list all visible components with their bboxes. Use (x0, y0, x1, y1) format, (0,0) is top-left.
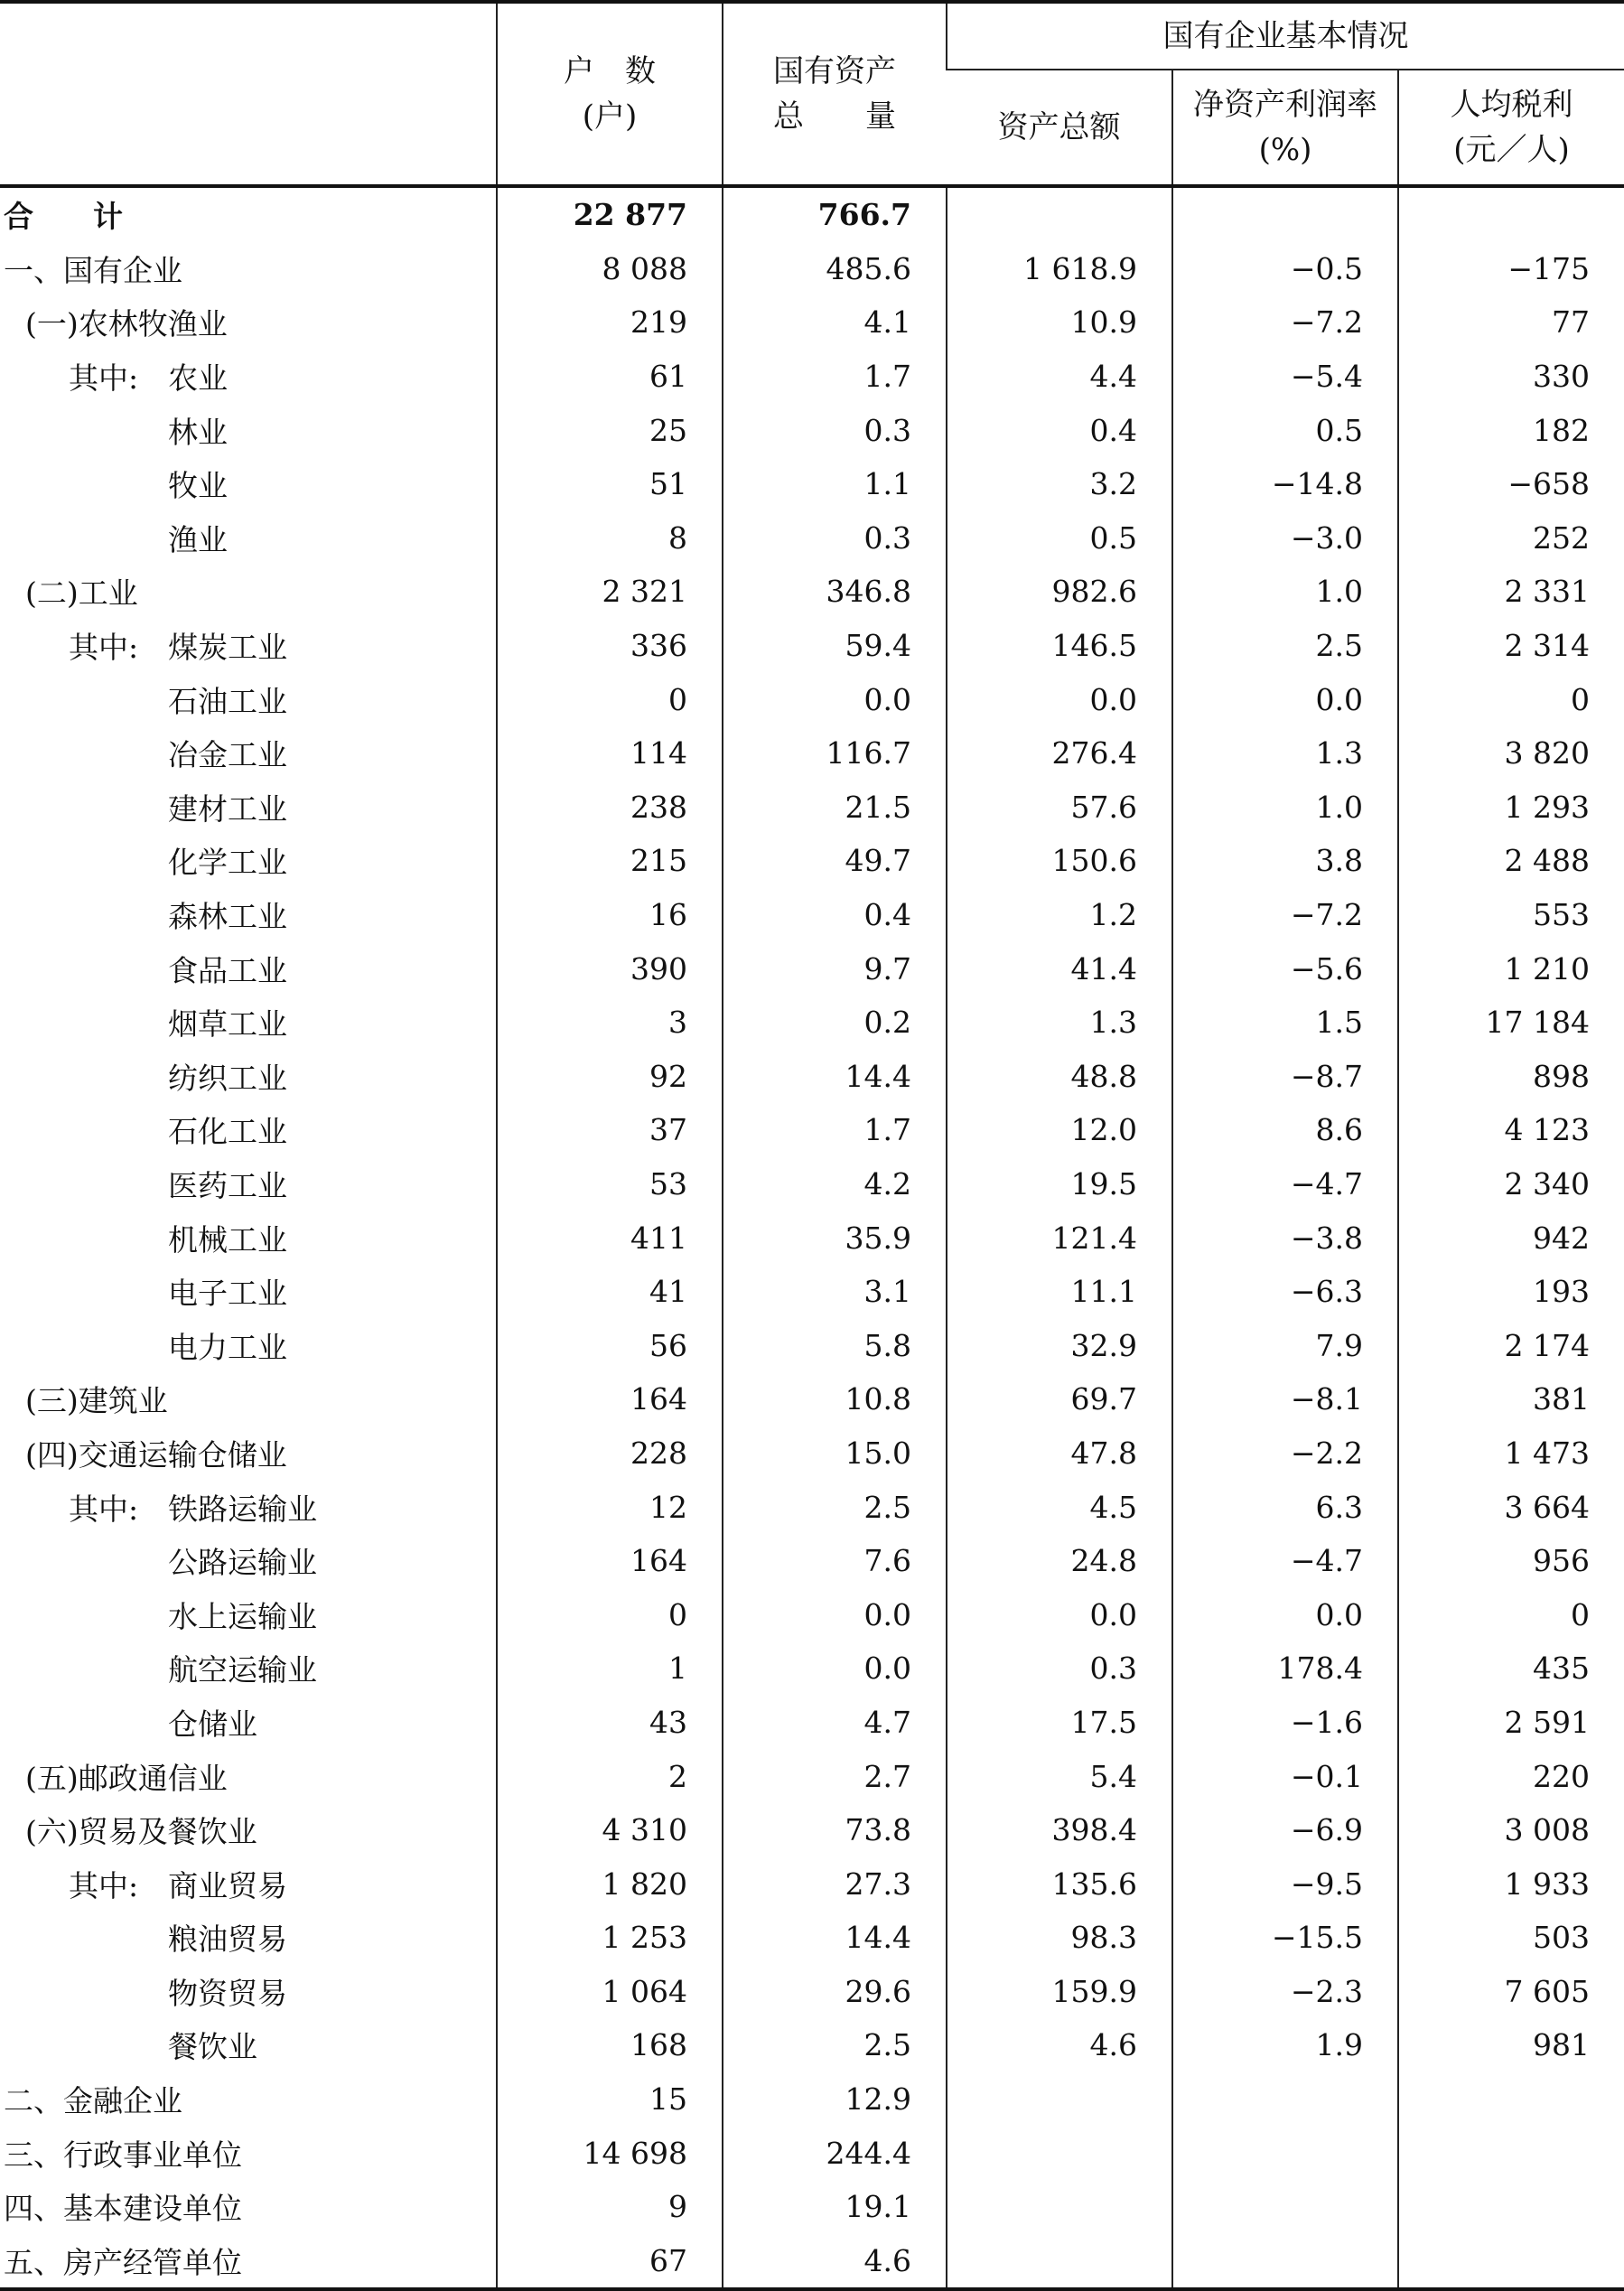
row-label: (四)交通运输仓储业 (25, 1436, 287, 1473)
total-assets-cell (947, 2234, 1172, 2290)
tax-cell: −175 (1398, 242, 1624, 296)
table-row (0, 1157, 1624, 1211)
total-assets-cell: 11.1 (947, 1265, 1172, 1319)
assets-cell: 14.4 (723, 1050, 947, 1104)
table-header (0, 2, 1624, 186)
total-assets-cell: 0.0 (947, 1587, 1172, 1641)
row-label: 化学工业 (168, 845, 287, 881)
households-cell: 15 (497, 2072, 723, 2127)
total-assets-cell: 24.8 (947, 1534, 1172, 1588)
tax-cell: 2 488 (1398, 834, 1624, 888)
tax-cell: 2 591 (1398, 1696, 1624, 1750)
assets-cell: 7.6 (723, 1534, 947, 1588)
header-total-assets: 资产总额 (947, 70, 1172, 186)
total-assets-cell: 4.6 (947, 2018, 1172, 2072)
households-cell: 67 (497, 2234, 723, 2290)
total-assets-cell: 5.4 (947, 1749, 1172, 1803)
households-cell: 1 (497, 1641, 723, 1696)
assets-cell: 15.0 (723, 1426, 947, 1481)
table-row (0, 1480, 1624, 1534)
households-cell: 4 310 (497, 1803, 723, 1857)
tax-cell: 1 210 (1398, 941, 1624, 996)
tax-cell: 0 (1398, 672, 1624, 726)
assets-cell: 0.0 (723, 672, 947, 726)
assets-cell: 1.7 (723, 350, 947, 404)
assets-cell: 14.4 (723, 1911, 947, 1965)
total-assets-cell (947, 2072, 1172, 2127)
tax-cell: 3 008 (1398, 1803, 1624, 1857)
assets-cell: 1.1 (723, 457, 947, 511)
roe-cell: −9.5 (1172, 1856, 1398, 1911)
roe-cell: 1.5 (1172, 996, 1398, 1050)
roe-cell: 0.0 (1172, 672, 1398, 726)
households-cell: 336 (497, 619, 723, 673)
assets-cell: 73.8 (723, 1803, 947, 1857)
row-label: 二、金融企业 (4, 2083, 182, 2119)
table-row (0, 242, 1624, 296)
tax-cell (1398, 2126, 1624, 2180)
households-cell: 43 (497, 1696, 723, 1750)
roe-cell: −3.8 (1172, 1211, 1398, 1265)
roe-cell: −5.4 (1172, 350, 1398, 404)
tax-cell: 381 (1398, 1372, 1624, 1426)
tax-cell: 330 (1398, 350, 1624, 404)
tax-cell (1398, 186, 1624, 242)
assets-cell: 766.7 (723, 186, 947, 242)
total-assets-cell: 57.6 (947, 781, 1172, 835)
row-label: 石化工业 (168, 1114, 287, 1150)
households-cell: 1 253 (497, 1911, 723, 1965)
households-cell: 2 (497, 1749, 723, 1803)
total-assets-cell: 48.8 (947, 1050, 1172, 1104)
households-cell: 168 (497, 2018, 723, 2072)
table-row (0, 996, 1624, 1050)
assets-cell: 35.9 (723, 1211, 947, 1265)
roe-cell: −0.1 (1172, 1749, 1398, 1803)
tax-cell: 4 123 (1398, 1103, 1624, 1157)
tax-cell: 553 (1398, 888, 1624, 942)
table-row (0, 619, 1624, 673)
roe-cell: 0.5 (1172, 403, 1398, 457)
assets-cell: 1.7 (723, 1103, 947, 1157)
tax-cell: 981 (1398, 2018, 1624, 2072)
row-label: 其中: 商业贸易 (69, 1867, 288, 1903)
row-label: 冶金工业 (168, 737, 287, 773)
row-label: 公路运输业 (168, 1545, 317, 1581)
total-assets-cell: 0.5 (947, 511, 1172, 566)
households-cell: 0 (497, 672, 723, 726)
tax-cell: 503 (1398, 1911, 1624, 1965)
roe-cell: −1.6 (1172, 1696, 1398, 1750)
tax-cell: 435 (1398, 1641, 1624, 1696)
table-row (0, 2072, 1624, 2127)
tax-cell: 3 820 (1398, 726, 1624, 781)
tax-cell (1398, 2072, 1624, 2127)
header-households-unit: (户) (582, 98, 638, 135)
table-row (0, 2234, 1624, 2290)
households-cell: 14 698 (497, 2126, 723, 2180)
assets-cell: 2.7 (723, 1749, 947, 1803)
row-label: (二)工业 (25, 575, 138, 612)
households-cell: 411 (497, 1211, 723, 1265)
roe-cell: 0.0 (1172, 1587, 1398, 1641)
row-label: (六)贸易及餐饮业 (25, 1814, 257, 1850)
tax-cell: 3 664 (1398, 1480, 1624, 1534)
households-cell: 238 (497, 781, 723, 835)
table-row (0, 511, 1624, 566)
households-cell: 8 (497, 511, 723, 566)
row-label: 一、国有企业 (4, 252, 182, 288)
tax-cell: 252 (1398, 511, 1624, 566)
row-label: 纺织工业 (168, 1060, 287, 1096)
assets-cell: 4.6 (723, 2234, 947, 2290)
row-label: (三)建筑业 (25, 1383, 168, 1419)
table-row (0, 2018, 1624, 2072)
assets-cell: 27.3 (723, 1856, 947, 1911)
table-row (0, 2180, 1624, 2234)
roe-cell (1172, 2072, 1398, 2127)
header-roe (1172, 70, 1398, 186)
roe-cell: −15.5 (1172, 1911, 1398, 1965)
row-label: (五)邮政通信业 (25, 1760, 228, 1796)
roe-cell: −5.6 (1172, 941, 1398, 996)
row-label: 渔业 (168, 521, 228, 557)
assets-cell: 0.2 (723, 996, 947, 1050)
roe-cell: 2.5 (1172, 619, 1398, 673)
header-category (0, 2, 497, 186)
table-row (0, 457, 1624, 511)
tax-cell (1398, 2180, 1624, 2234)
households-cell: 92 (497, 1050, 723, 1104)
households-cell: 1 064 (497, 1965, 723, 2019)
households-cell: 164 (497, 1372, 723, 1426)
header-assets-title-2: 总 量 (773, 98, 896, 135)
total-assets-cell: 17.5 (947, 1696, 1172, 1750)
row-label: 电力工业 (168, 1329, 287, 1365)
total-assets-cell (947, 2180, 1172, 2234)
table-row (0, 1211, 1624, 1265)
assets-cell: 49.7 (723, 834, 947, 888)
row-label: 森林工业 (168, 899, 287, 935)
households-cell: 22 877 (497, 186, 723, 242)
row-label: 电子工业 (168, 1276, 287, 1312)
tax-cell (1398, 2234, 1624, 2290)
row-label: 三、行政事业单位 (4, 2137, 242, 2173)
households-cell: 16 (497, 888, 723, 942)
households-cell: 51 (497, 457, 723, 511)
roe-cell: 8.6 (1172, 1103, 1398, 1157)
households-cell: 61 (497, 350, 723, 404)
total-assets-cell: 32.9 (947, 1318, 1172, 1372)
roe-cell: −6.9 (1172, 1803, 1398, 1857)
households-cell: 8 088 (497, 242, 723, 296)
households-cell: 390 (497, 941, 723, 996)
households-cell: 53 (497, 1157, 723, 1211)
total-assets-cell: 276.4 (947, 726, 1172, 781)
row-label: 水上运输业 (168, 1598, 317, 1634)
row-label: 建材工业 (168, 790, 287, 827)
roe-cell: −6.3 (1172, 1265, 1398, 1319)
assets-cell: 485.6 (723, 242, 947, 296)
header-tax-title: 人均税利 (1450, 87, 1573, 123)
roe-cell (1172, 2126, 1398, 2180)
header-assets (723, 2, 947, 186)
table-body (0, 186, 1624, 2289)
assets-cell: 244.4 (723, 2126, 947, 2180)
households-cell: 219 (497, 295, 723, 350)
row-label: 四、基本建设单位 (4, 2191, 242, 2227)
row-label: 烟草工业 (168, 1006, 287, 1043)
tax-cell: 1 293 (1398, 781, 1624, 835)
roe-cell: −3.0 (1172, 511, 1398, 566)
tax-cell: 2 340 (1398, 1157, 1624, 1211)
table-row (0, 1856, 1624, 1911)
tax-cell: 193 (1398, 1265, 1624, 1319)
table-row (0, 295, 1624, 350)
total-assets-cell: 41.4 (947, 941, 1172, 996)
row-label: 其中: 煤炭工业 (69, 630, 288, 666)
assets-cell: 5.8 (723, 1318, 947, 1372)
table-row (0, 672, 1624, 726)
tax-cell: −658 (1398, 457, 1624, 511)
total-assets-cell: 159.9 (947, 1965, 1172, 2019)
table-row (0, 186, 1624, 242)
total-assets-cell: 1 618.9 (947, 242, 1172, 296)
roe-cell: 1.9 (1172, 2018, 1398, 2072)
tax-cell: 1 933 (1398, 1856, 1624, 1911)
roe-cell: −4.7 (1172, 1157, 1398, 1211)
roe-cell: 1.3 (1172, 726, 1398, 781)
row-label: 物资贸易 (168, 1975, 287, 2011)
row-label: 牧业 (168, 468, 228, 504)
table-row (0, 1803, 1624, 1857)
row-label: 餐饮业 (168, 2029, 257, 2065)
row-label: 其中: 农业 (69, 360, 229, 397)
total-assets-cell: 4.4 (947, 350, 1172, 404)
total-assets-cell: 47.8 (947, 1426, 1172, 1481)
tax-cell: 898 (1398, 1050, 1624, 1104)
households-cell: 9 (497, 2180, 723, 2234)
table-row (0, 1911, 1624, 1965)
roe-cell: −7.2 (1172, 888, 1398, 942)
tax-cell: 2 314 (1398, 619, 1624, 673)
roe-cell: −4.7 (1172, 1534, 1398, 1588)
total-assets-cell: 98.3 (947, 1911, 1172, 1965)
total-assets-cell: 0.3 (947, 1641, 1172, 1696)
households-cell: 215 (497, 834, 723, 888)
row-label: 医药工业 (168, 1167, 287, 1203)
tax-cell: 7 605 (1398, 1965, 1624, 2019)
total-assets-cell: 982.6 (947, 565, 1172, 619)
assets-cell: 0.0 (723, 1641, 947, 1696)
roe-cell: 178.4 (1172, 1641, 1398, 1696)
header-households-title: 户 数 (564, 53, 656, 89)
row-label: 合 计 (4, 199, 123, 235)
roe-cell: 1.0 (1172, 781, 1398, 835)
total-assets-cell: 4.5 (947, 1480, 1172, 1534)
roe-cell: 3.8 (1172, 834, 1398, 888)
table-row (0, 1587, 1624, 1641)
total-assets-cell: 69.7 (947, 1372, 1172, 1426)
assets-cell: 116.7 (723, 726, 947, 781)
table-row (0, 350, 1624, 404)
header-assets-title: 国有资产 (773, 53, 896, 89)
row-label: 仓储业 (168, 1706, 257, 1742)
table-row (0, 2126, 1624, 2180)
assets-cell: 2.5 (723, 2018, 947, 2072)
assets-cell: 4.2 (723, 1157, 947, 1211)
total-assets-cell (947, 2126, 1172, 2180)
households-cell: 12 (497, 1480, 723, 1534)
header-tax (1398, 70, 1624, 186)
tax-cell: 2 331 (1398, 565, 1624, 619)
table-row (0, 781, 1624, 835)
table-row (0, 1318, 1624, 1372)
row-label: 石油工业 (168, 683, 287, 719)
header-group-soe: 国有企业基本情况 (947, 2, 1624, 70)
households-cell: 37 (497, 1103, 723, 1157)
table-row (0, 888, 1624, 942)
tax-cell: 17 184 (1398, 996, 1624, 1050)
households-cell: 114 (497, 726, 723, 781)
total-assets-cell: 0.4 (947, 403, 1172, 457)
row-label: 粮油贸易 (168, 1922, 287, 1958)
assets-cell: 0.3 (723, 403, 947, 457)
tax-cell: 2 174 (1398, 1318, 1624, 1372)
row-label: 五、房产经管单位 (4, 2244, 242, 2280)
row-label: (一)农林牧渔业 (25, 306, 228, 342)
header-households (497, 2, 723, 186)
roe-cell: 7.9 (1172, 1318, 1398, 1372)
assets-cell: 10.8 (723, 1372, 947, 1426)
total-assets-cell: 146.5 (947, 619, 1172, 673)
assets-cell: 4.7 (723, 1696, 947, 1750)
roe-cell: −8.7 (1172, 1050, 1398, 1104)
roe-cell: −8.1 (1172, 1372, 1398, 1426)
table-row (0, 726, 1624, 781)
table-row (0, 1372, 1624, 1426)
total-assets-cell: 3.2 (947, 457, 1172, 511)
table-row (0, 1265, 1624, 1319)
assets-cell: 2.5 (723, 1480, 947, 1534)
roe-cell: 6.3 (1172, 1480, 1398, 1534)
total-assets-cell: 398.4 (947, 1803, 1172, 1857)
total-assets-cell: 12.0 (947, 1103, 1172, 1157)
households-cell: 56 (497, 1318, 723, 1372)
table-row (0, 1050, 1624, 1104)
roe-cell: 1.0 (1172, 565, 1398, 619)
table-row (0, 1426, 1624, 1481)
households-cell: 0 (497, 1587, 723, 1641)
roe-cell: −0.5 (1172, 242, 1398, 296)
assets-cell: 21.5 (723, 781, 947, 835)
households-cell: 41 (497, 1265, 723, 1319)
table-row (0, 1103, 1624, 1157)
roe-cell (1172, 2234, 1398, 2290)
row-label: 其中: 铁路运输业 (69, 1491, 318, 1527)
roe-cell (1172, 186, 1398, 242)
tax-cell: 220 (1398, 1749, 1624, 1803)
table-row (0, 403, 1624, 457)
header-tax-unit: (元／人) (1453, 132, 1570, 168)
table-row (0, 1641, 1624, 1696)
assets-cell: 19.1 (723, 2180, 947, 2234)
total-assets-cell (947, 186, 1172, 242)
households-cell: 164 (497, 1534, 723, 1588)
assets-cell: 3.1 (723, 1265, 947, 1319)
tax-cell: 956 (1398, 1534, 1624, 1588)
assets-cell: 0.4 (723, 888, 947, 942)
assets-cell: 29.6 (723, 1965, 947, 2019)
assets-cell: 346.8 (723, 565, 947, 619)
households-cell: 1 820 (497, 1856, 723, 1911)
households-cell: 228 (497, 1426, 723, 1481)
tax-cell: 942 (1398, 1211, 1624, 1265)
total-assets-cell: 150.6 (947, 834, 1172, 888)
assets-cell: 12.9 (723, 2072, 947, 2127)
total-assets-cell: 121.4 (947, 1211, 1172, 1265)
roe-cell: −7.2 (1172, 295, 1398, 350)
households-cell: 2 321 (497, 565, 723, 619)
households-cell: 25 (497, 403, 723, 457)
table-row (0, 941, 1624, 996)
total-assets-cell: 135.6 (947, 1856, 1172, 1911)
tax-cell: 1 473 (1398, 1426, 1624, 1481)
assets-cell: 9.7 (723, 941, 947, 996)
table-row (0, 1534, 1624, 1588)
table-row (0, 1965, 1624, 2019)
total-assets-cell: 0.0 (947, 672, 1172, 726)
roe-cell: −2.3 (1172, 1965, 1398, 2019)
total-assets-cell: 19.5 (947, 1157, 1172, 1211)
roe-cell: −14.8 (1172, 457, 1398, 511)
assets-cell: 0.3 (723, 511, 947, 566)
header-roe-title: 净资产利润率 (1193, 87, 1377, 123)
tax-cell: 0 (1398, 1587, 1624, 1641)
row-label: 食品工业 (168, 952, 287, 988)
tax-cell: 182 (1398, 403, 1624, 457)
assets-cell: 0.0 (723, 1587, 947, 1641)
assets-cell: 59.4 (723, 619, 947, 673)
row-label: 机械工业 (168, 1221, 287, 1258)
table-row (0, 834, 1624, 888)
row-label: 航空运输业 (168, 1652, 317, 1688)
total-assets-cell: 1.2 (947, 888, 1172, 942)
households-cell: 3 (497, 996, 723, 1050)
total-assets-cell: 10.9 (947, 295, 1172, 350)
table-row (0, 1696, 1624, 1750)
roe-cell: −2.2 (1172, 1426, 1398, 1481)
table-row (0, 1749, 1624, 1803)
total-assets-cell: 1.3 (947, 996, 1172, 1050)
row-label: 林业 (168, 414, 228, 450)
tax-cell: 77 (1398, 295, 1624, 350)
header-roe-unit: (%) (1258, 132, 1312, 168)
roe-cell (1172, 2180, 1398, 2234)
assets-cell: 4.1 (723, 295, 947, 350)
table-row (0, 565, 1624, 619)
